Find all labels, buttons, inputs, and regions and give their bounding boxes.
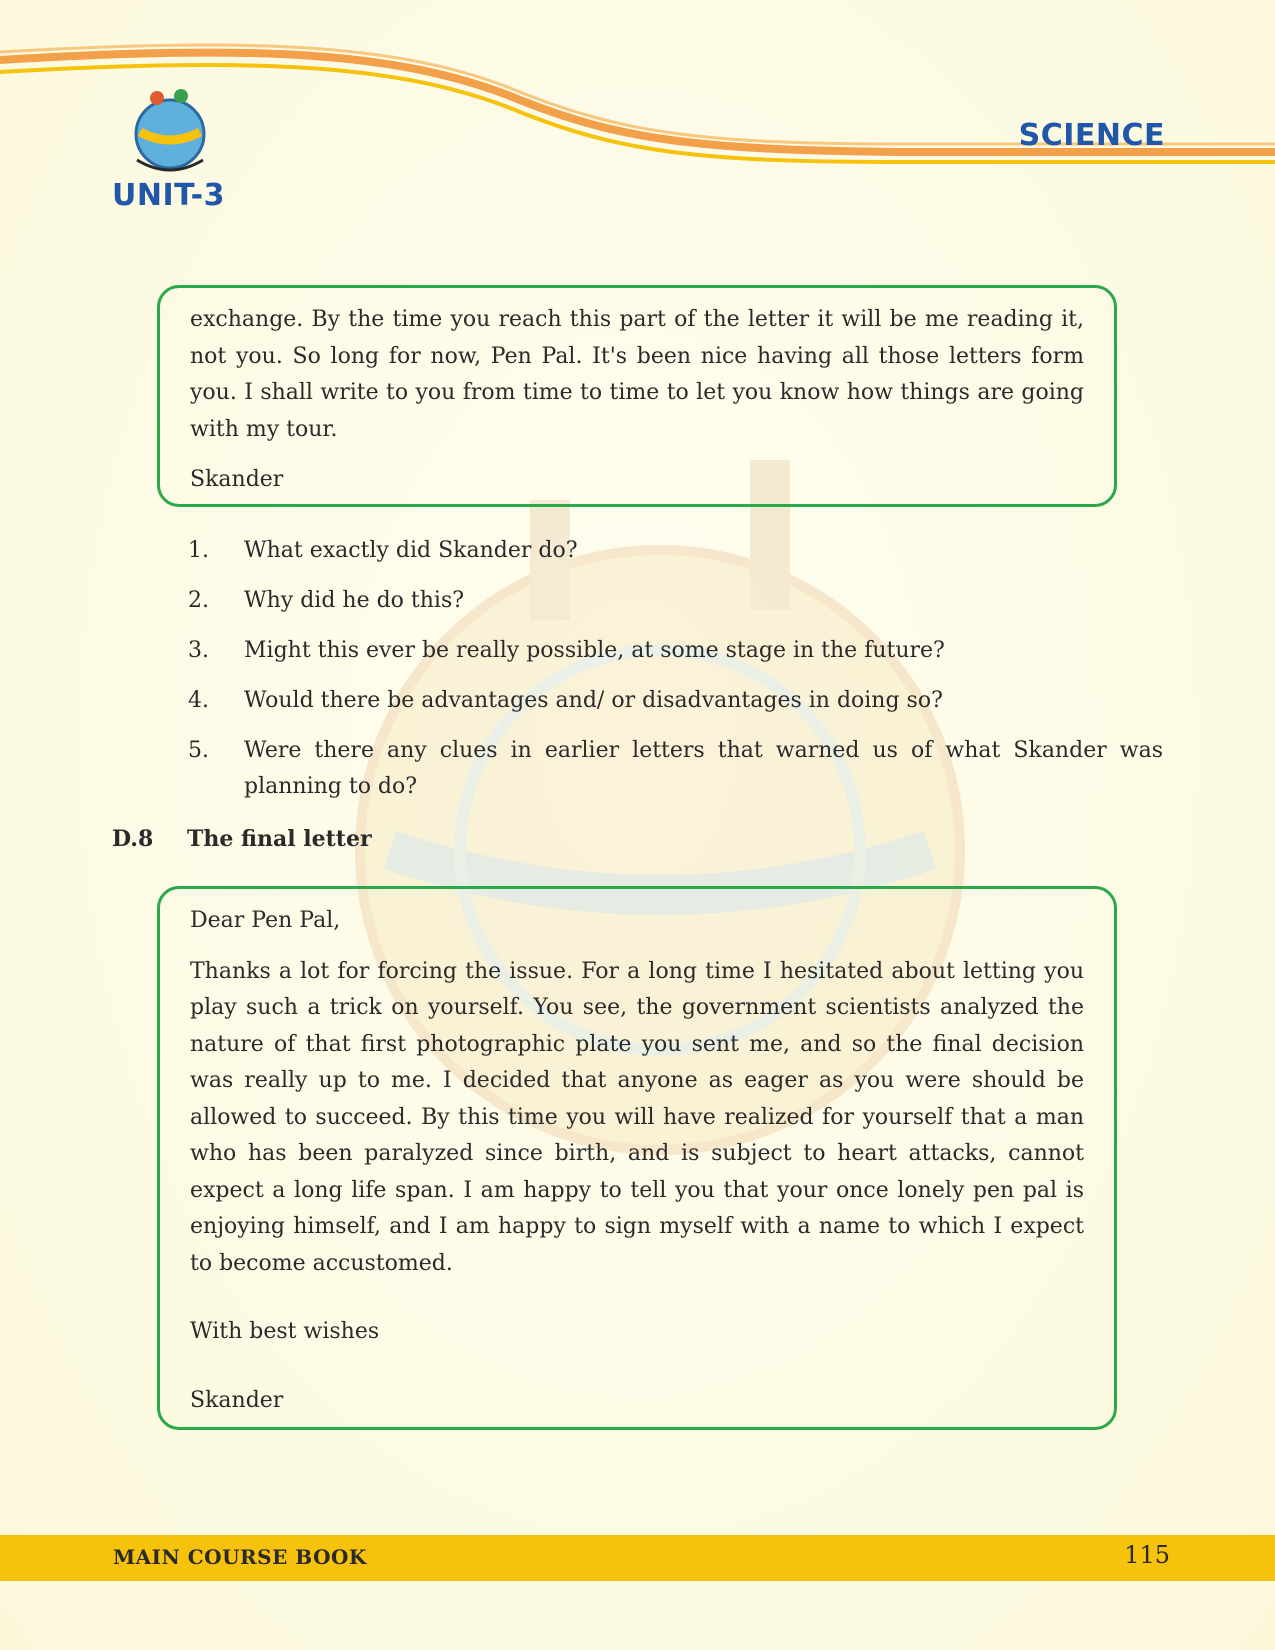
question-item bbox=[188, 733, 1163, 805]
question-text: Why did he do this? bbox=[244, 588, 465, 613]
subject-title: SCIENCE bbox=[1018, 118, 1165, 153]
question-text: Might this ever be really possible, at some stage in the future? bbox=[244, 638, 945, 663]
letter-body: exchange. By the time you reach this part of the letter it will be me reading it, not you. So long for now, Pen Pal. It's been nice having all those letters form you. I shall write to you from time to time to let you know how things are going with my tour. bbox=[190, 307, 1084, 442]
section-title: The final letter bbox=[187, 826, 372, 852]
letter-signature: Skander bbox=[190, 467, 284, 492]
section-number: D.8 bbox=[112, 826, 154, 852]
question-number: 5. bbox=[188, 738, 209, 763]
school-logo-icon bbox=[115, 82, 225, 182]
letter-closing: With best wishes bbox=[190, 1319, 380, 1344]
page-number: 115 bbox=[1124, 1541, 1170, 1569]
question-item bbox=[188, 633, 1163, 669]
section-heading bbox=[112, 826, 372, 852]
question-text: What exactly did Skander do? bbox=[244, 538, 578, 563]
question-list bbox=[188, 533, 1163, 819]
question-item bbox=[188, 583, 1163, 619]
question-number: 4. bbox=[188, 688, 209, 713]
letter-continuation-box bbox=[157, 285, 1117, 507]
letter-body: Thanks a lot for forcing the issue. For a long time I hesitated about letting you play such a trick on yourself. You see, the government scientists analyzed the nature of that first photographic plate you sent me, and so the final decision was really up to me. I decided that anyone as eager as you were should be allowed to succeed. By this time you will have realized for yourself that a man who has been paralyzed since birth, and is subject to heart attacks, cannot expect a long life span. I am happy to tell you that your once lonely pen pal is enjoying himself, and I am happy to sign myself with a name to which I expect to become accustomed. bbox=[190, 958, 1084, 1276]
footer-book-title: MAIN COURSE BOOK bbox=[113, 1545, 367, 1569]
question-text: Would there be advantages and/ or disadvantages in doing so? bbox=[244, 688, 943, 713]
question-number: 1. bbox=[188, 538, 209, 563]
question-number: 2. bbox=[188, 588, 209, 613]
question-item bbox=[188, 683, 1163, 719]
question-number: 3. bbox=[188, 638, 209, 663]
question-item bbox=[188, 533, 1163, 569]
final-letter-box bbox=[157, 886, 1117, 1430]
letter-signature: Skander bbox=[190, 1387, 284, 1413]
letter-salutation: Dear Pen Pal, bbox=[190, 908, 341, 933]
unit-title: UNIT-3 bbox=[112, 178, 226, 213]
question-text: Were there any clues in earlier letters that warned us of what Skander was planning to do? bbox=[244, 738, 1163, 799]
